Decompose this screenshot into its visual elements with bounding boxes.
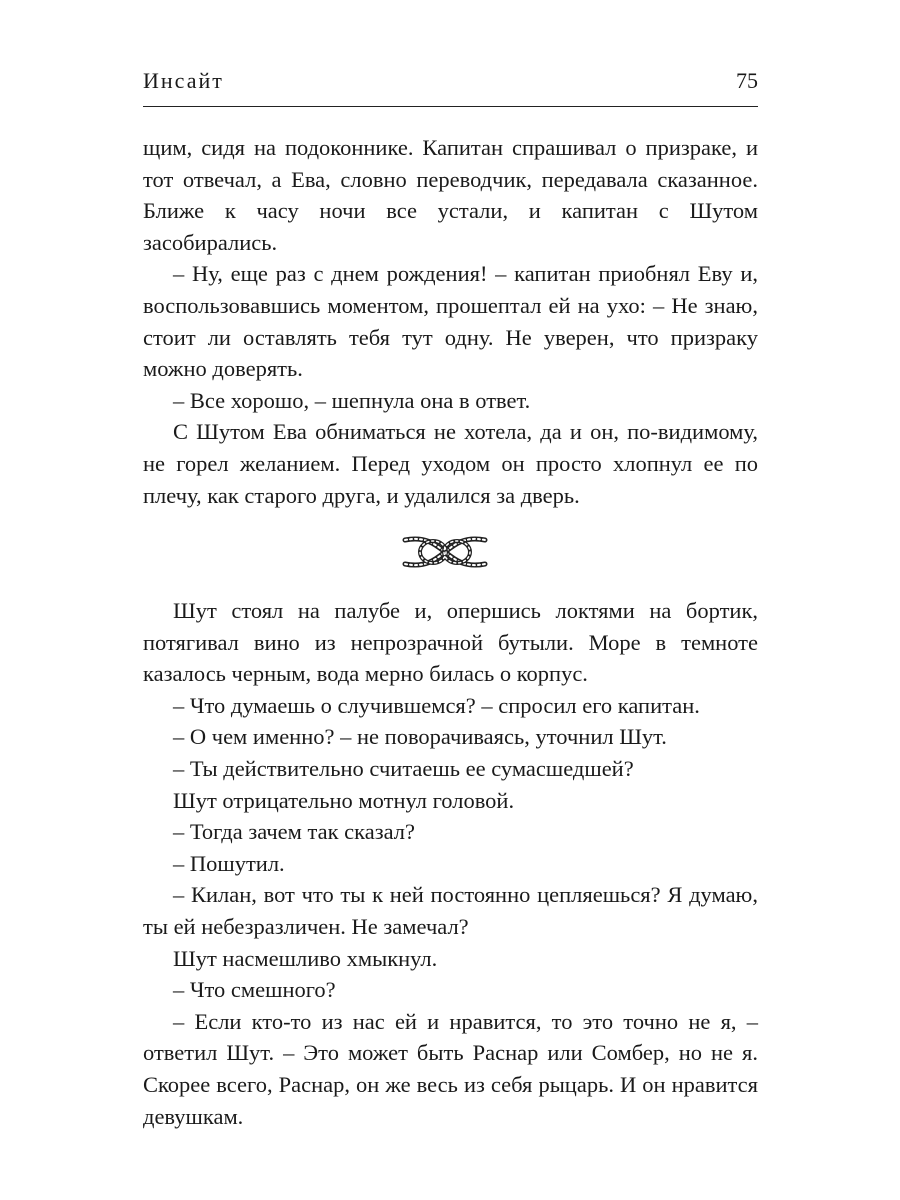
header-rule — [143, 106, 758, 107]
text-section-2 — [143, 595, 758, 1132]
page-number: 75 — [736, 68, 758, 93]
text-section-1 — [143, 132, 758, 511]
paragraph: – Килан, вот что ты к ней постоянно цепляешься? Я думаю, ты ей небезразличен. Не замечал? — [143, 882, 758, 939]
paragraph: – Если кто-то из нас ей и нравится, то это точно не я, – ответил Шут. – Это может быть Раснар или Сомбер, но не я. Скорее всего, Раснар, он же весь из себя рыцарь. И он нравится девушкам. — [143, 1008, 758, 1129]
paragraph: щим, сидя на подоконнике. Капитан спрашивал о призраке, и тот отвечал, а Ева, словно переводчик, передавала сказанное. Ближе к часу ночи все устали, и капитан с Шутом засобирались. — [143, 135, 758, 255]
paragraph: – Что смешного? — [173, 977, 336, 1003]
paragraph: С Шутом Ева обниматься не хотела, да и он, по-видимому, не горел желанием. Перед уходом он просто хлопнул ее по плечу, как старого друга, и удалился за дверь. — [143, 419, 758, 508]
paragraph: – Тогда зачем так сказал? — [173, 819, 415, 845]
paragraph: Шут насмешливо хмыкнул. — [173, 945, 438, 971]
rope-knot-icon — [400, 526, 490, 578]
paragraph: – Ну, еще раз с днем рождения! – капитан приобнял Еву и, воспользовавшись моментом, прошептал ей на ухо: – Не знаю, стоит ли оставлять тебя тут одну. Не уверен, что призраку можно доверять. — [143, 261, 758, 382]
paragraph: Шут стоял на палубе и, опершись локтями на бортик, потягивал вино из непрозрачной бутыли. Море в темноте казалось черным, вода мерно билась о корпус. — [143, 598, 758, 687]
paragraph: – Что думаешь о случившемся? – спросил его капитан. — [173, 692, 700, 718]
paragraph: – Ты действительно считаешь ее сумасшедшей? — [173, 755, 634, 781]
running-title: Инсайт — [143, 68, 224, 93]
paragraph: – О чем именно? – не поворачиваясь, уточнил Шут. — [173, 724, 667, 750]
paragraph: – Пошутил. — [173, 850, 285, 876]
paragraph: – Все хорошо, – шепнула она в ответ. — [173, 387, 531, 413]
running-head — [143, 68, 758, 104]
paragraph: Шут отрицательно мотнул головой. — [173, 787, 515, 813]
